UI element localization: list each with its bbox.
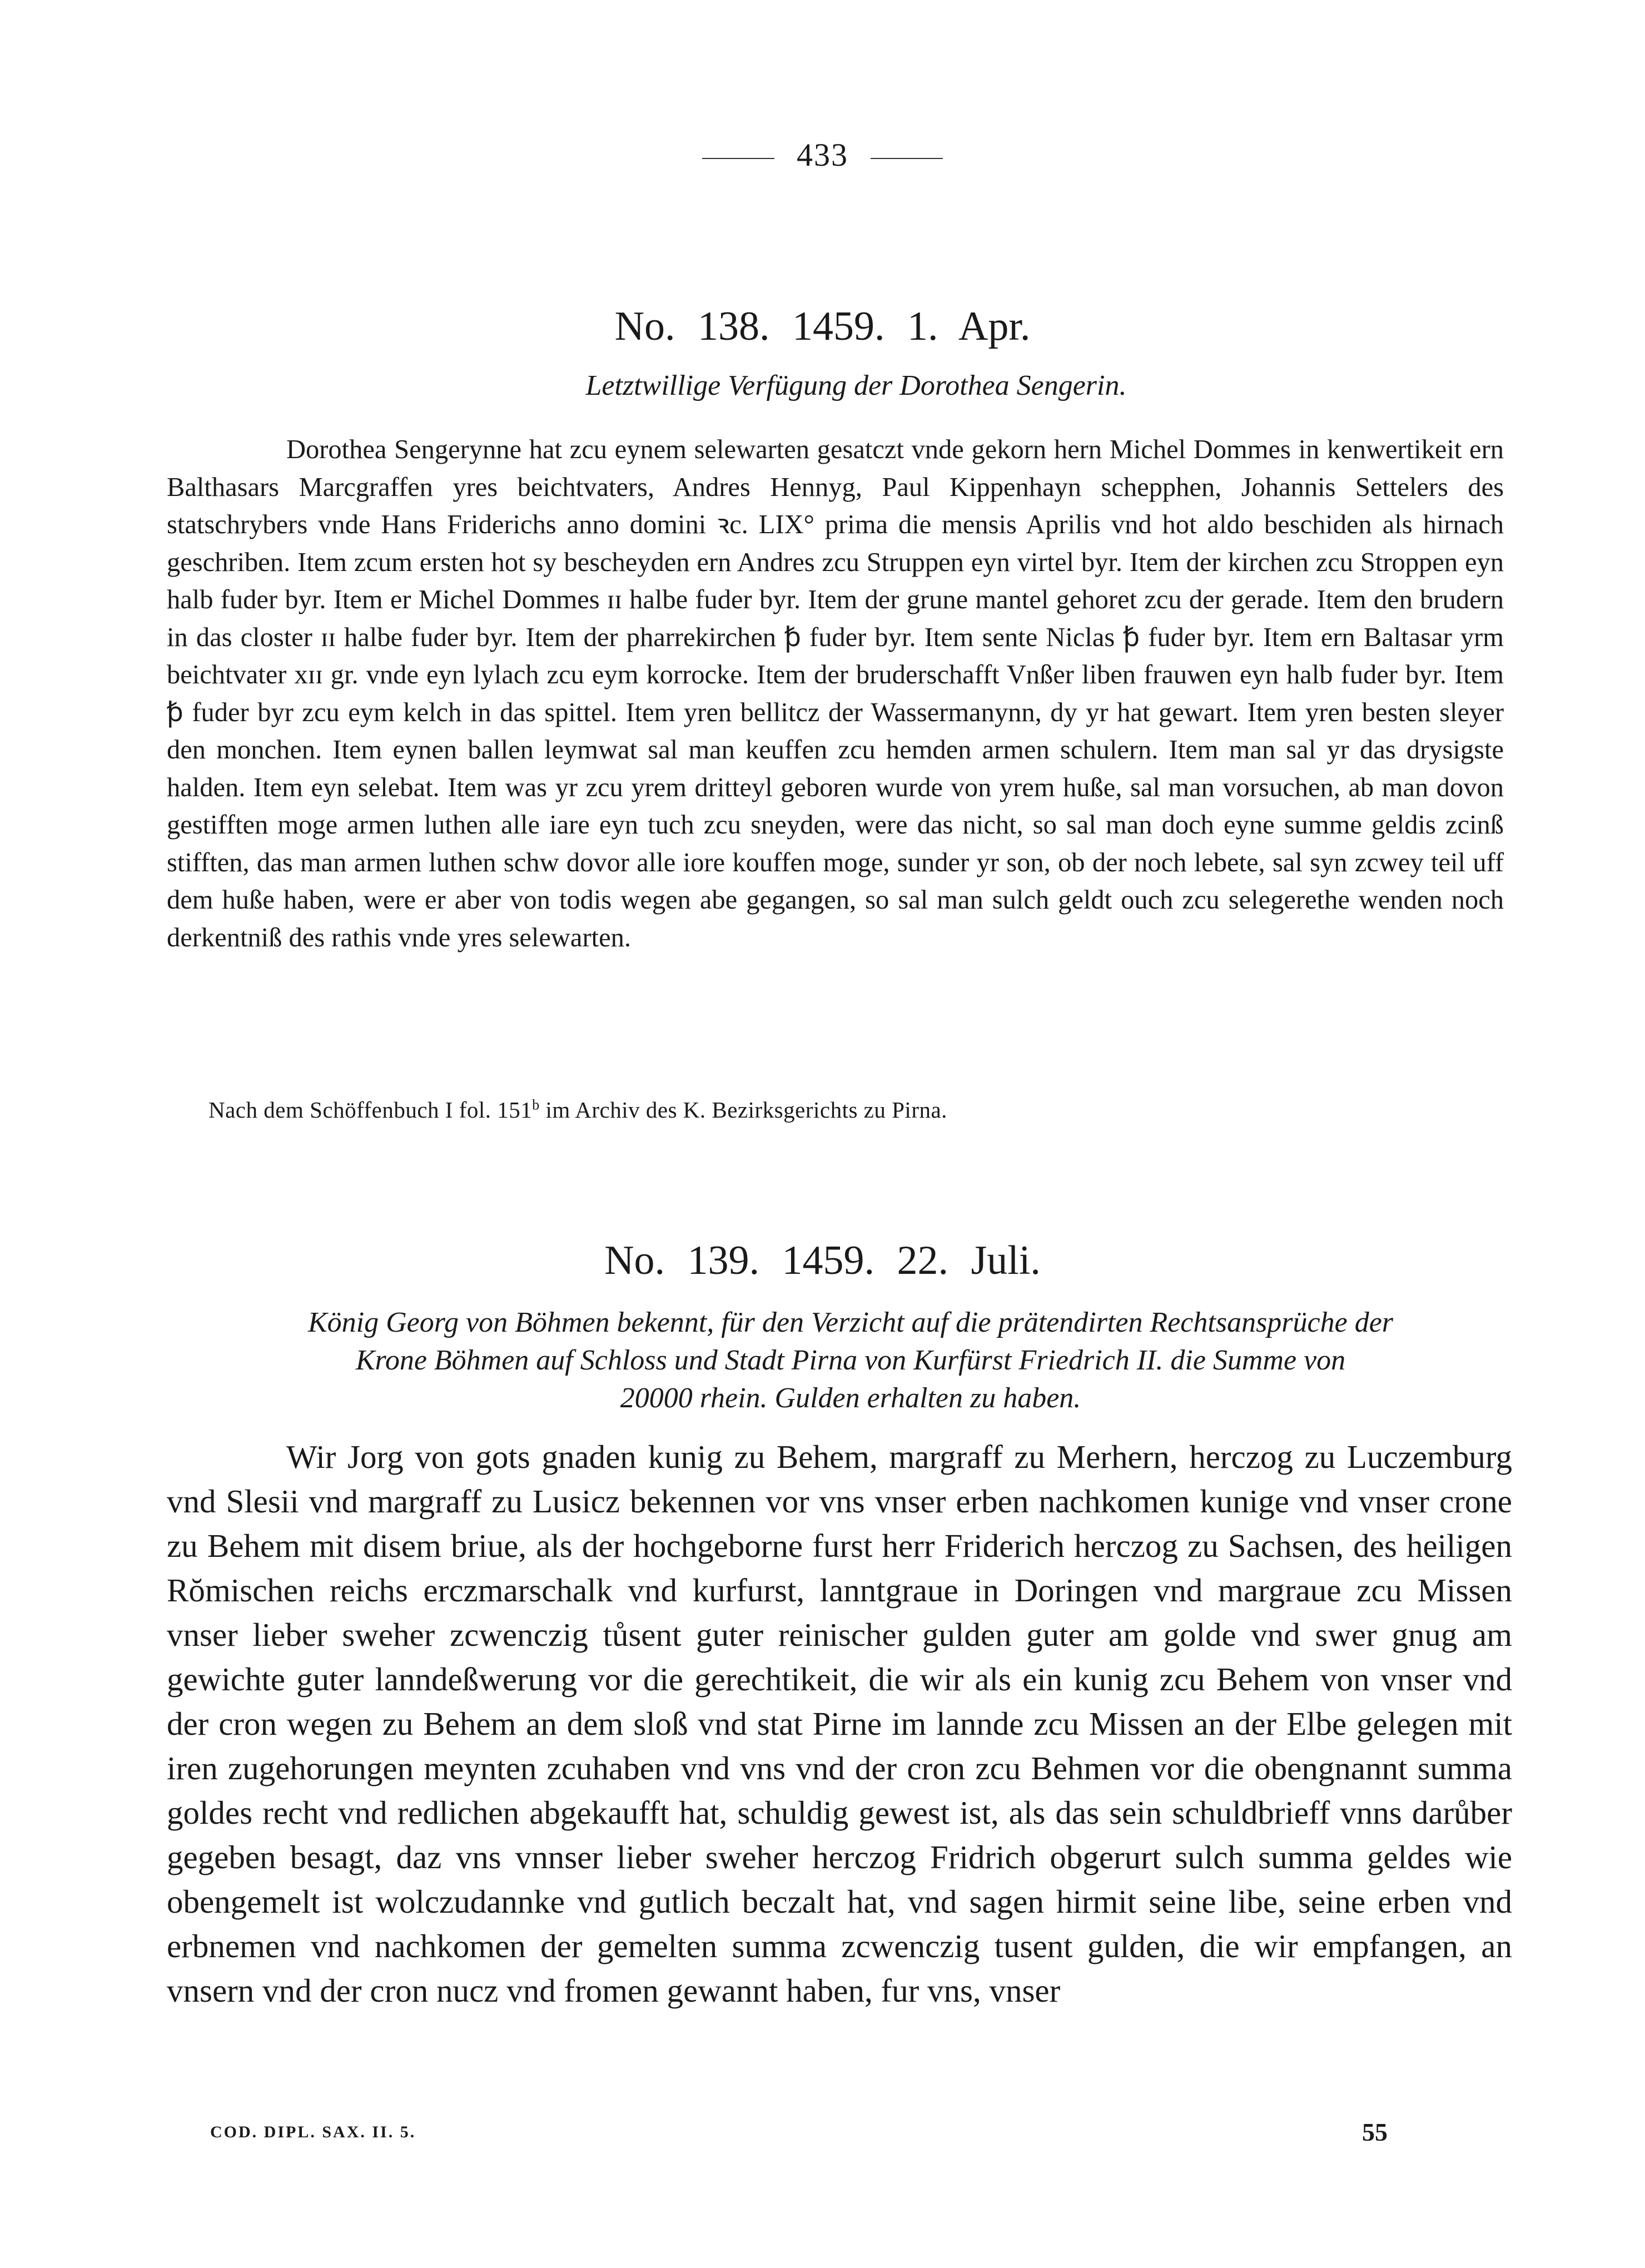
doc139-summary (183, 1304, 1518, 1417)
source-note-superscript: b (532, 1096, 540, 1113)
footer-signature: COD. DIPL. SAX. II. 5. (210, 2123, 416, 2141)
doc139-heading: No. 139. 1459. 22. Juli. (604, 1238, 1041, 1283)
doc138-heading: No. 138. 1459. 1. Apr. (614, 304, 1031, 349)
header-rule-right (871, 158, 943, 159)
doc138-text: Dorothea Sengerynne hat zcu eynem selewarten gesatczt vnde gekorn hern Michel Dommes in kenwertikeit ern Balthasars Marcgraffen yres beichtvaters, Andres Hennyg, Paul Kippenhayn schepphen, Johannis Settelers des statschrybers vnde Hans Friderichs anno domini ꝛc. LIX° prima die mensis Aprilis vnd hot aldo beschiden als hirnach geschriben. Item zcum ersten hot sy bescheyden ern Andres zcu Struppen eyn virtel byr. Item der kirchen zcu Stroppen eyn halb fuder byr. Item er Michel Dommes ɪɪ halbe fuder byr. Item der grune mantel gehoret zcu der gerade. Item den brudern in das closter ɪɪ halbe fuder byr. Item der pharrekirchen ꝥ fuder byr. Item sente Niclas ꝥ fuder byr. Item ern Baltasar yrm beichtvater xɪɪ gr. vnde eyn lylach zcu eym korrocke. Item der bruderschafft Vnßer liben frauwen eyn halb fuder byr. Item ꝥ fuder byr zcu eym kelch in das spittel. Item yren bellitcz der Wassermanynn, dy yr hat gewart. Item yren besten sleyer den monchen. Item eynen ballen leymwat sal man keuffen zcu hemden armen schulern. Item man sal yr das drysigste halden. Item eyn selebat. Item was yr zcu yrem dritteyl geboren wurde von yrem huße, sal man vorsuchen, ab man dovon gestifften moge armen luthen alle iare eyn tuch zcu sneyden, were das nicht, so sal man doch eyne summe geldis zcinß stifften, das man armen luthen schw dovor alle iore kouffen moge, sunder yr son, ob der noch lebete, sal syn zcwey teil uff dem huße haben, were er aber von todis wegen abe gegangen, so sal man sulch geldt ouch zcu selegerethe wenden noch derkentniß des rathis vnde yres selewarten. (167, 435, 1504, 952)
source-note-prefix: Nach dem Schöffenbuch I fol. 151 (208, 1097, 533, 1123)
doc139-summary-line-2: Krone Böhmen auf Schloss und Stadt Pirna von Kurfürst Friedrich II. die Summe von (355, 1344, 1346, 1376)
doc139-summary-line-3: 20000 rhein. Gulden erhalten zu haben. (620, 1382, 1081, 1414)
header-rule-left (702, 158, 774, 159)
source-note-suffix: im Archiv des K. Bezirksgerichts zu Pirna. (539, 1097, 947, 1123)
page-number: 433 (797, 137, 848, 173)
footer-sheet-number: 55 (1362, 2118, 1388, 2146)
page-header (0, 136, 1645, 173)
doc139-text: Wir Jorg von gots gnaden kunig zu Behem, margraff zu Merhern, herczog zu Luczemburg vnd Slesii vnd margraff zu Lusicz bekennen vor vns vnser erben nachkomen kunige vnd vnser crone zu Behem mit disem briue, als der hochgeborne furst herr Friderich herczog zu Sachsen, des heiligen Rŏmischen reichs erczmarschalk vnd kurfurst, lanntgraue in Doringen vnd margraue zcu Missen vnser lieber sweher zcwenczig tůsent guter reinischer gulden guter am golde vnd swer gnug am gewichte guter lanndeßwerung vor die gerechtikeit, die wir als ein kunig zcu Behem von vnser vnd der cron wegen zu Behem an dem sloß vnd stat Pirne im lannde zcu Missen an der Elbe gelegen mit iren zugehorungen meynten zcuhaben vnd vns vnd der cron zcu Behmen vor die obengnannt summa goldes recht vnd redlichen abgekaufft hat, schuldig gewest ist, als das sein schuldbrieff vnns darůber gegeben besagt, daz vns vnnser lieber sweher herczog Fridrich obgerurt sulch summa geldes wie obengemelt ist wolczudannke vnd gutlich beczalt hat, vnd sagen hirmit seine libe, seine erben vnd erbnemen vnd nachkomen der gemelten summa zcwenczig tusent gulden, die wir empfangen, an vnsern vnd der cron nucz vnd fromen gewannt haben, fur vns, vnser (167, 1438, 1512, 2009)
doc139-summary-line-1: König Georg von Böhmen bekennt, für den Verzicht auf die prätendirten Rechtsansprüche der (307, 1307, 1394, 1338)
doc138-source-note (208, 1096, 947, 1123)
doc138-summary: Letztwillige Verfügung der Dorothea Sengerin. (585, 370, 1127, 401)
